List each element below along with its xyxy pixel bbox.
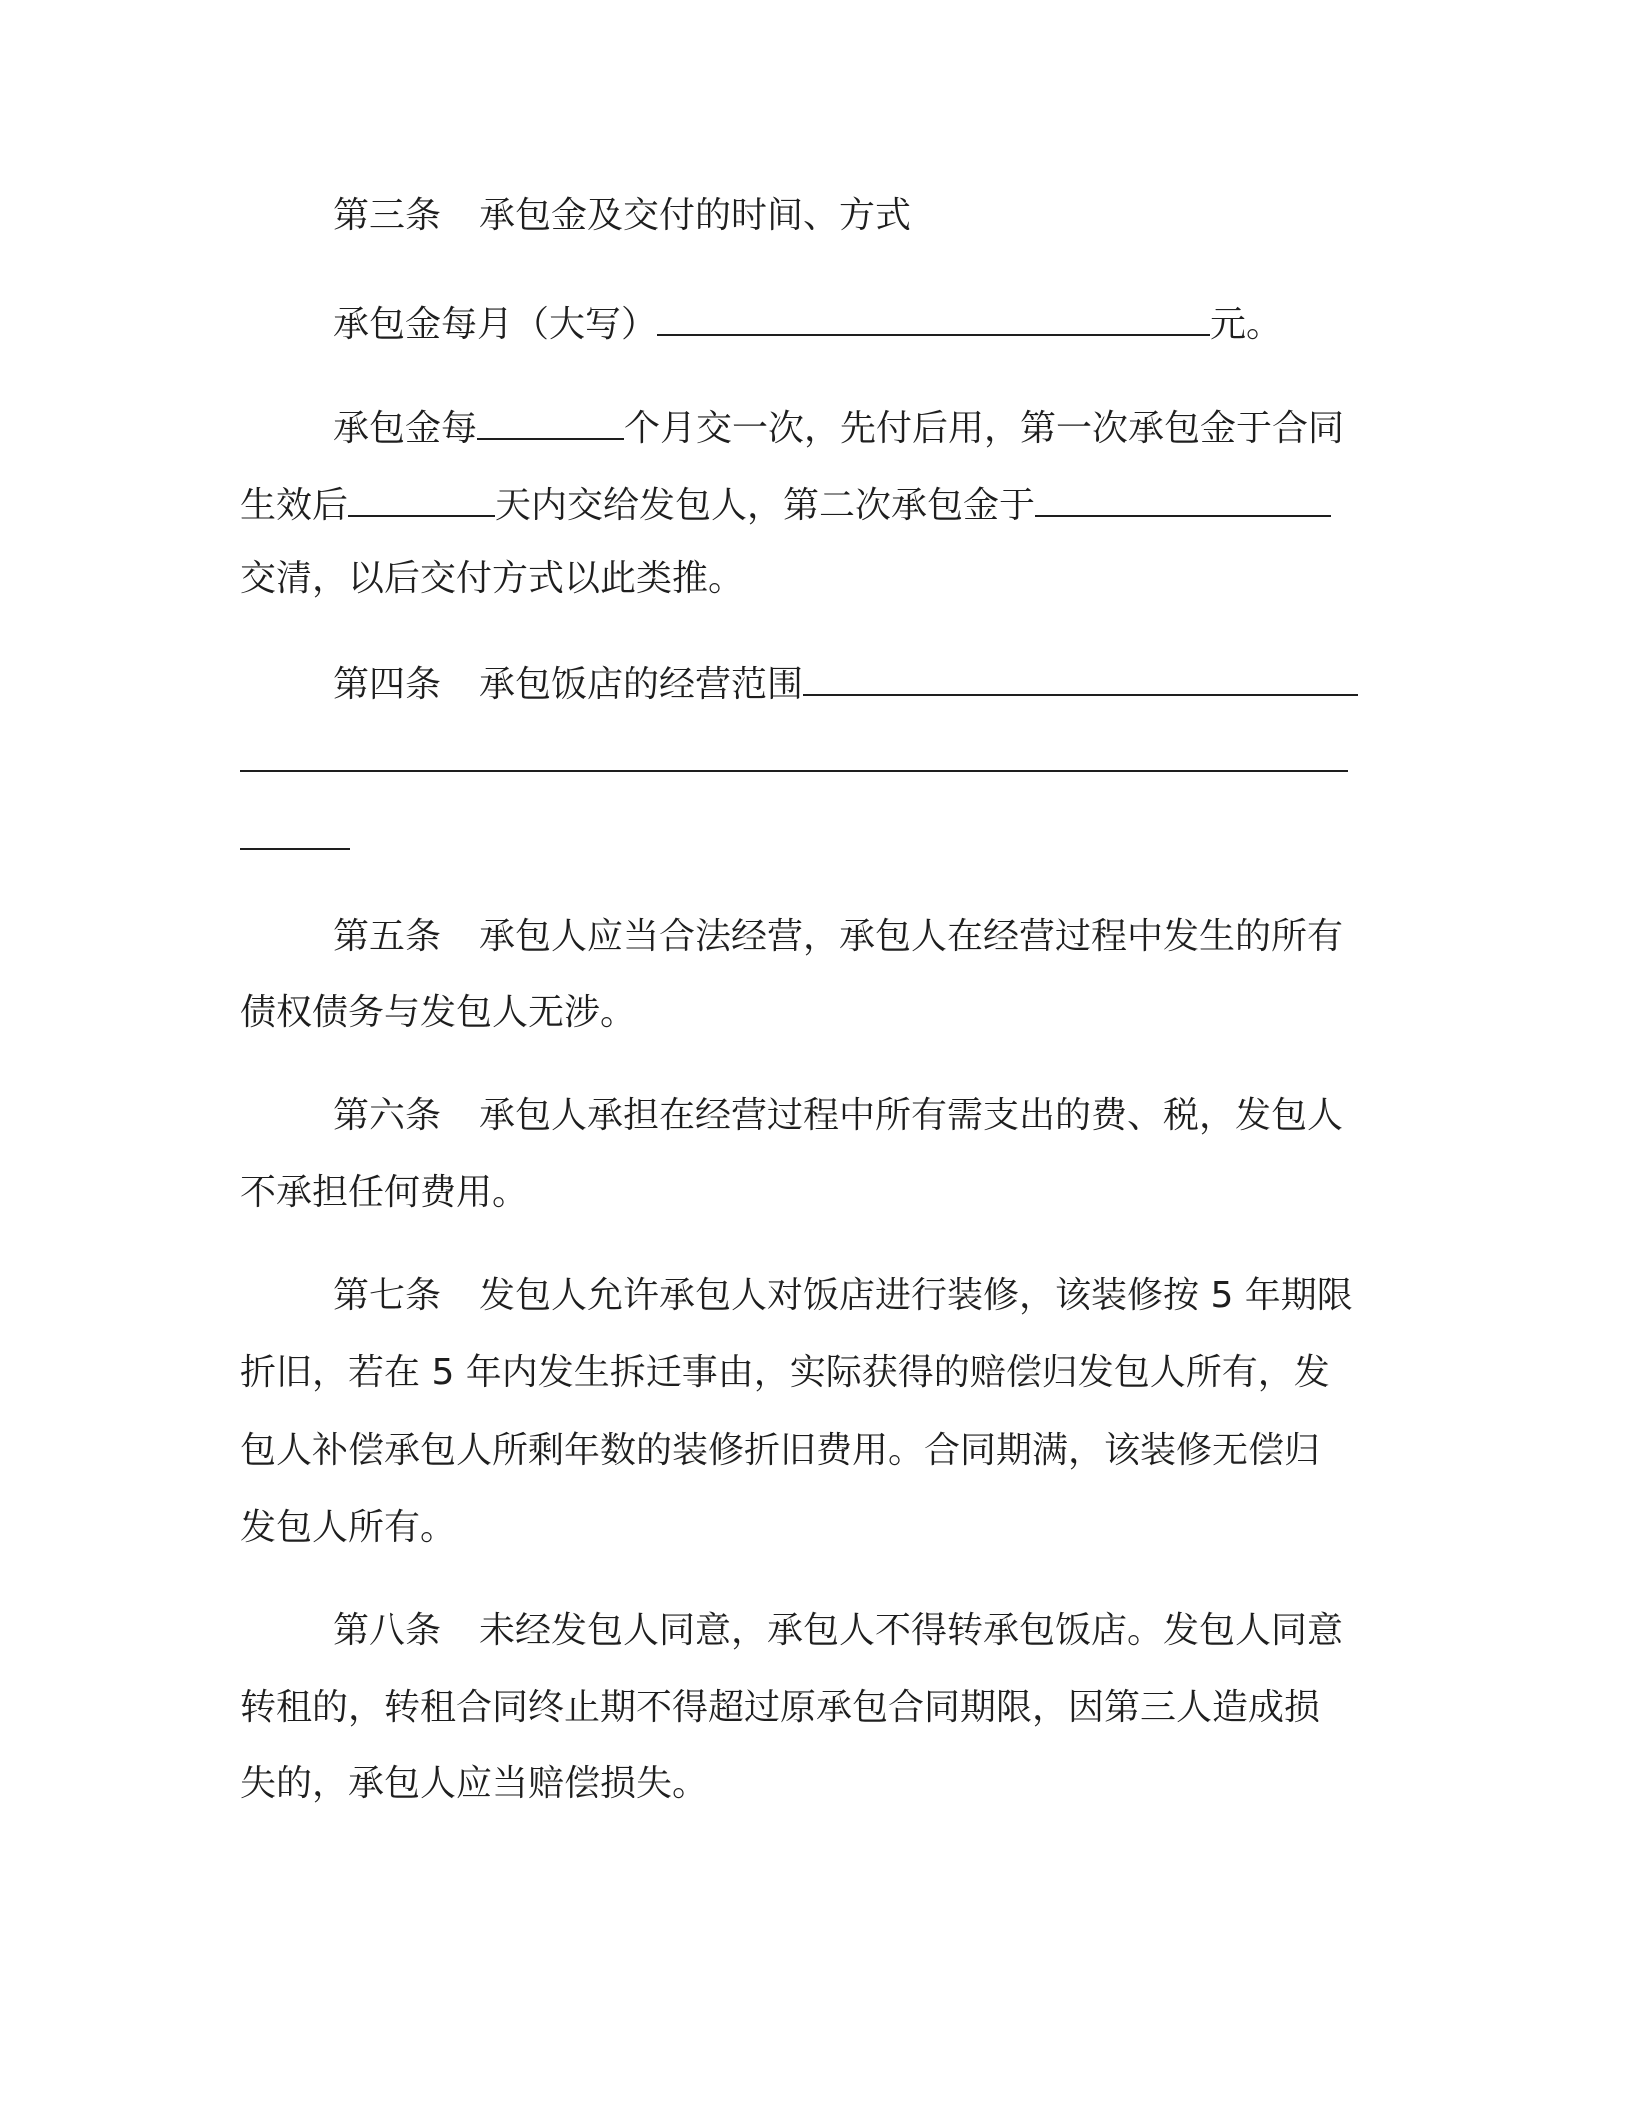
text: 承包金每月（大写）: [333, 304, 658, 345]
monthly-fee-line: [333, 298, 1282, 347]
payment-clause-end: 交清，以后交付方式以此类推。: [240, 558, 745, 599]
article-number: 第七条: [333, 1275, 442, 1316]
second-payment-date-blank[interactable]: [1035, 479, 1331, 517]
article-title: 承包金及交付的时间、方式: [479, 195, 912, 236]
article-8-line-3: 失的，承包人应当赔偿损失。: [240, 1763, 709, 1804]
article-4-heading: [333, 658, 1358, 707]
text: 承包人应当合法经营，承包人在经营过程中发生的所有: [479, 916, 1344, 957]
article-5-line-2: 债权债务与发包人无涉。: [240, 992, 637, 1033]
text: 天内交给发包人，第二次承包金于: [495, 485, 1036, 526]
article-7-line-2: 折旧，若在 5 年内发生拆迁事由，实际获得的赔偿归发包人所有，发: [240, 1352, 1330, 1393]
article-number: 第六条: [333, 1095, 442, 1136]
article-8-line-1: [333, 1609, 1343, 1653]
article-6-line-1: [333, 1094, 1343, 1138]
article-number: 第四条: [333, 664, 442, 705]
text: 承包人承担在经营过程中所有需支出的费、税，发包人: [479, 1095, 1344, 1136]
payment-interval-line: [333, 402, 1344, 451]
article-7-line-4: 发包人所有。: [240, 1507, 457, 1548]
business-scope-blank[interactable]: [803, 658, 1358, 696]
text: 生效后: [240, 485, 349, 526]
interval-blank[interactable]: [477, 402, 624, 440]
article-8-line-2: 转租的，转租合同终止期不得超过原承包合同期限，因第三人造成损: [240, 1687, 1321, 1728]
article-5-line-1: [333, 915, 1343, 959]
article-7-line-3: 包人补偿承包人所剩年数的装修折旧费用。合同期满，该装修无偿归: [240, 1430, 1321, 1471]
text: 发包人允许承包人对饭店进行装修，该装修按 5 年期限: [479, 1275, 1353, 1316]
article-3-heading: [333, 194, 911, 238]
business-scope-blank-line-2[interactable]: [240, 770, 1348, 772]
first-payment-line: [240, 479, 1331, 528]
article-number: 第八条: [333, 1610, 442, 1651]
article-number: 第三条: [333, 195, 442, 236]
business-scope-blank-line-3[interactable]: [240, 848, 350, 850]
monthly-fee-blank[interactable]: [657, 298, 1210, 336]
text: 未经发包人同意，承包人不得转承包饭店。发包人同意: [479, 1610, 1344, 1651]
article-7-line-1: [333, 1274, 1353, 1318]
days-blank[interactable]: [348, 479, 495, 517]
text: 元。: [1210, 304, 1283, 345]
article-6-line-2: 不承担任何费用。: [240, 1172, 529, 1213]
article-title: 承包饭店的经营范围: [479, 664, 804, 705]
article-number: 第五条: [333, 916, 442, 957]
text: 个月交一次，先付后用，第一次承包金于合同: [624, 408, 1345, 449]
text: 承包金每: [333, 408, 478, 449]
